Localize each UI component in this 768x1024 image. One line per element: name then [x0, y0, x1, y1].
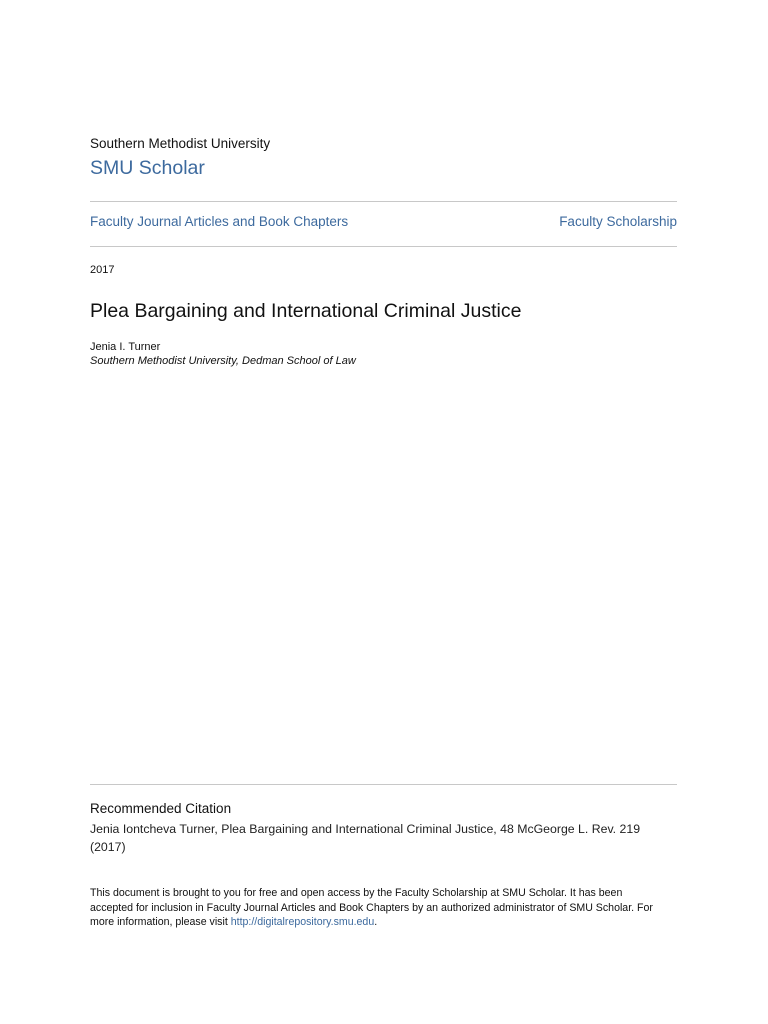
citation-heading: Recommended Citation — [90, 801, 232, 816]
access-note — [90, 886, 660, 930]
nav-divider — [90, 246, 677, 247]
citation-divider — [90, 784, 677, 785]
top-divider — [90, 201, 677, 202]
access-note-end: . — [374, 916, 378, 929]
author-name: Jenia I. Turner — [90, 341, 161, 353]
repository-url-link[interactable]: http://digitalrepository.smu.edu — [230, 916, 375, 929]
series-link[interactable]: Faculty Scholarship — [559, 214, 677, 229]
repository-link[interactable]: SMU Scholar — [90, 157, 205, 179]
author-affiliation: Southern Methodist University, Dedman School of Law — [90, 355, 356, 367]
publication-year: 2017 — [90, 264, 115, 276]
access-note-text: This document is brought to you for free and open access by the Faculty Scholarship at SMU Scholar. It has been accepted for inclusion in Faculty Journal Articles and Book Chapters by an authorized administrator of SMU Scholar. For more information, please visit — [90, 887, 653, 929]
institution-name: Southern Methodist University — [90, 136, 271, 151]
collection-link[interactable]: Faculty Journal Articles and Book Chapters — [90, 214, 349, 229]
citation-text: Jenia Iontcheva Turner, Plea Bargaining and International Criminal Justice, 48 McGeorge L. Rev. 219 (2017) — [90, 822, 641, 854]
article-title: Plea Bargaining and International Criminal Justice — [90, 300, 522, 322]
